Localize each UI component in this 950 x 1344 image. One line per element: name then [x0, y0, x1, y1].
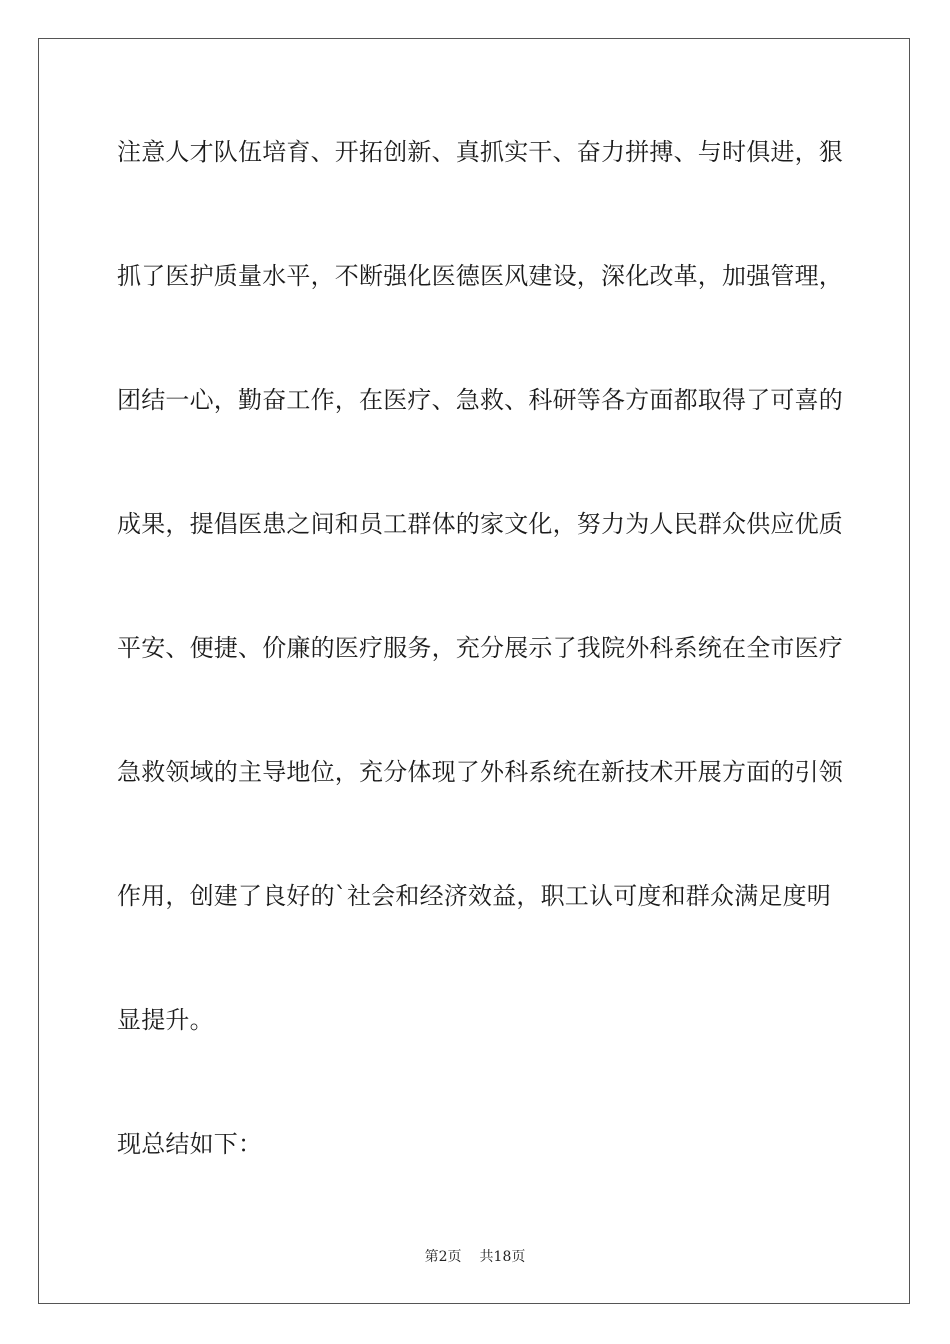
body-line: 显提升。 [117, 1006, 214, 1034]
document-body [117, 120, 843, 1236]
page-total: 共18页 [479, 1249, 526, 1265]
body-line: 抓了医护质量水平，不断强化医德医风建设，深化改革，加强管理， [117, 262, 843, 290]
body-line: 成果，提倡医患之间和员工群体的家文化，努力为人民群众供应优质 [117, 510, 843, 538]
page-number: 第2页 [424, 1249, 462, 1265]
body-line: 作用，创建了良好的`社会和经济效益，职工认可度和群众满足度明 [117, 882, 831, 910]
body-line: 急救领域的主导地位，充分体现了外科系统在新技术开展方面的引领 [117, 758, 843, 786]
body-line: 平安、便捷、价廉的医疗服务，充分展示了我院外科系统在全市医疗 [117, 634, 843, 662]
body-line: 注意人才队伍培育、开拓创新、真抓实干、奋力拼搏、与时俱进，狠 [117, 138, 843, 166]
page-footer [0, 1246, 950, 1266]
summary-heading: 现总结如下： [117, 1130, 263, 1158]
body-line: 团结一心，勤奋工作，在医疗、急救、科研等各方面都取得了可喜的 [117, 386, 843, 414]
